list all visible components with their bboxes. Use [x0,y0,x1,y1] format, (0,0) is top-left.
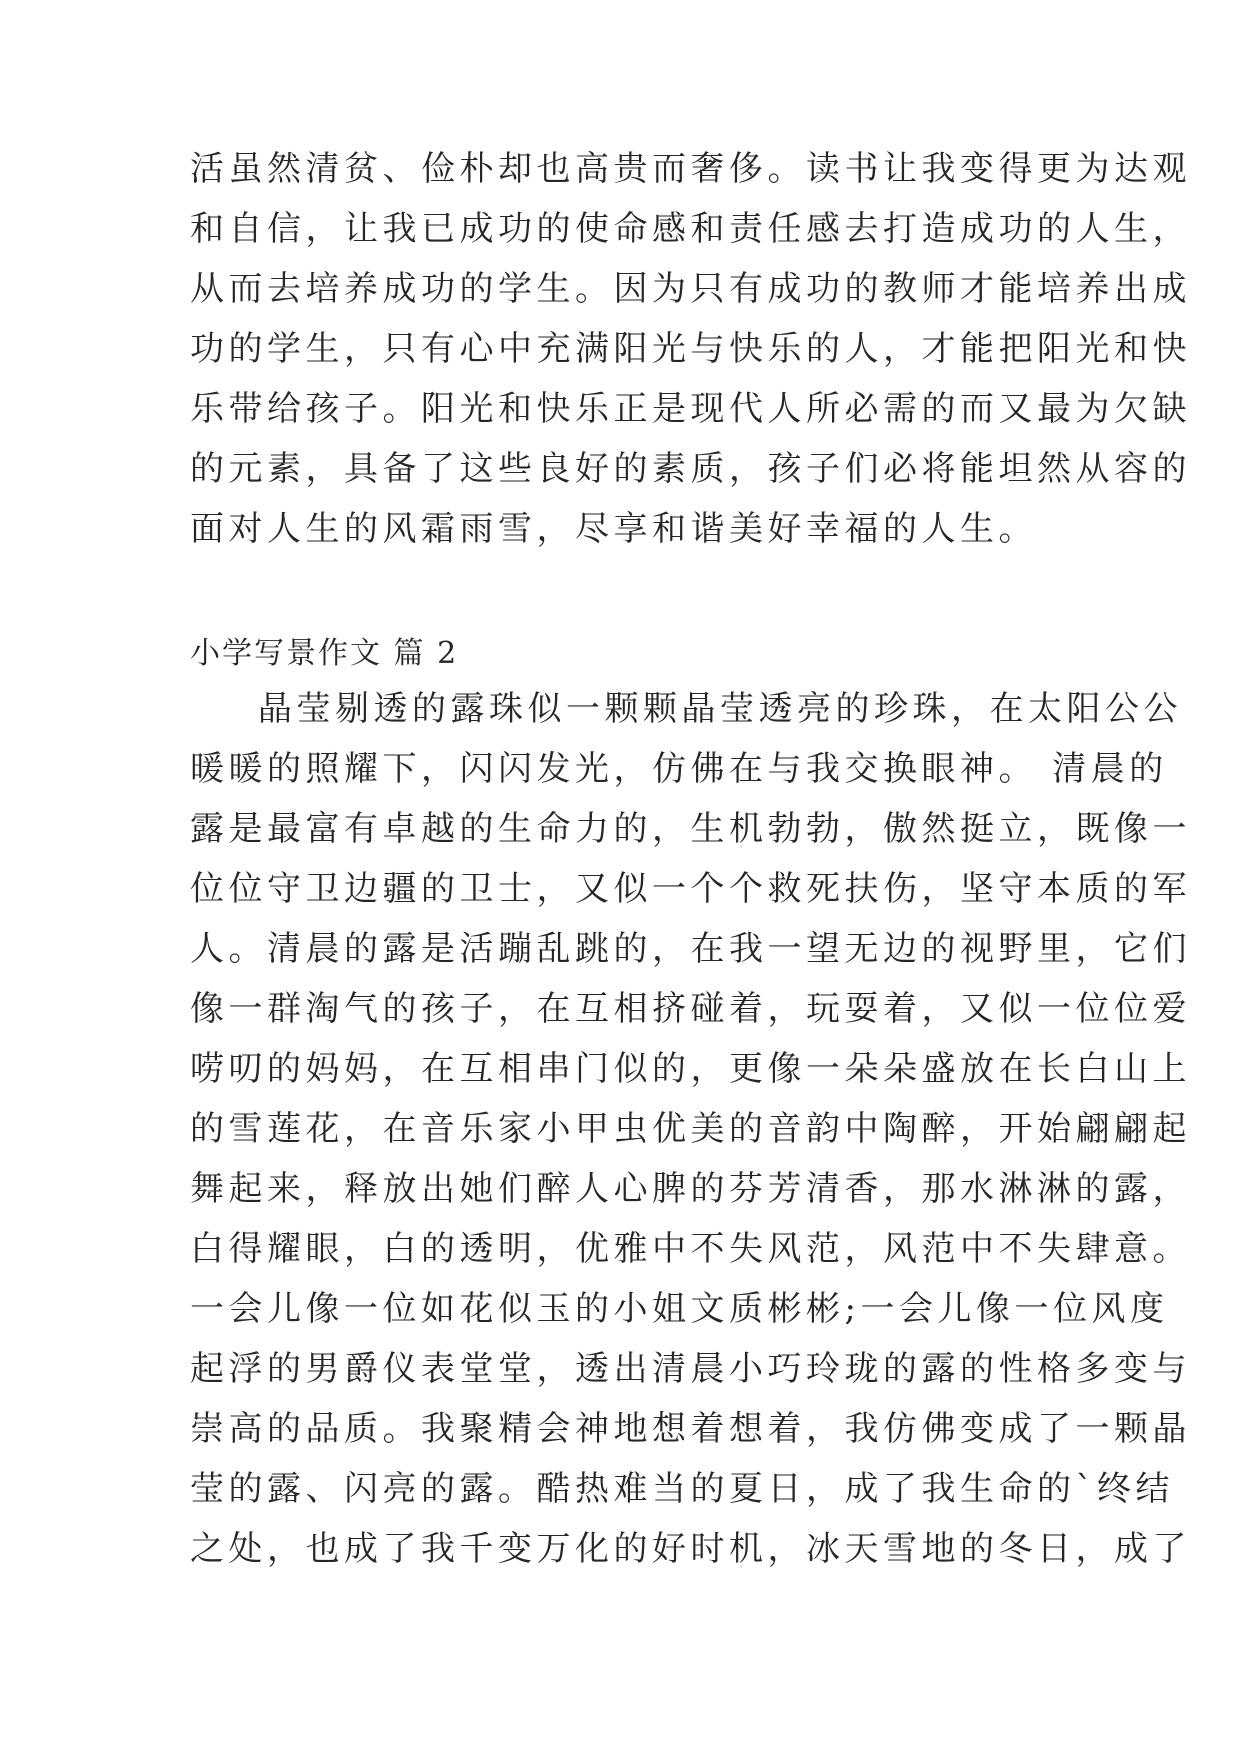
paragraph-line: 像一群淘气的孩子，在互相挤碰着，玩耍着，又似一位位爱 [190,989,1191,1029]
paragraph-line: 唠叨的妈妈，在互相串门似的，更像一朵朵盛放在长白山上 [190,1049,1191,1089]
section-heading: 小学写景作文 篇 2 [190,636,459,671]
paragraph-line: 从而去培养成功的学生。因为只有成功的教师才能培养出成 [190,269,1191,309]
paragraph-line: 乐带给孩子。阳光和快乐正是现代人所必需的而又最为欠缺 [190,389,1191,429]
paragraph-line: 露是最富有卓越的生命力的，生机勃勃，傲然挺立，既像一 [190,809,1191,849]
paragraph-line: 人。清晨的露是活蹦乱跳的，在我一望无边的视野里，它们 [190,929,1191,969]
paragraph-line: 的元素，具备了这些良好的素质，孩子们必将能坦然从容的 [190,449,1191,489]
paragraph-line: 舞起来，释放出她们醉人心脾的芬芳清香，那水淋淋的露， [190,1169,1191,1209]
paragraph-line: 白得耀眼，白的透明，优雅中不失风范，风范中不失肆意。 [190,1229,1191,1269]
paragraph-line: 一会儿像一位如花似玉的小姐文质彬彬;一会儿像一位风度 [190,1289,1169,1329]
paragraph-line: 的雪莲花，在音乐家小甲虫优美的音韵中陶醉，开始翩翩起 [190,1109,1191,1149]
paragraph-line: 莹的露、闪亮的露。酷热难当的夏日，成了我生命的`终结 [190,1469,1174,1509]
paragraph-line: 和自信，让我已成功的使命感和责任感去打造成功的人生， [190,209,1191,249]
paragraph-line: 位位守卫边疆的卫士，又似一个个救死扶伤，坚守本质的军 [190,869,1191,909]
paragraph-line: 之处，也成了我千变万化的好时机，冰天雪地的冬日，成了 [190,1529,1191,1569]
paragraph-line: 面对人生的风霜雨雪，尽享和谐美好幸福的人生。 [190,509,1037,549]
paragraph-line: 晶莹剔透的露珠似一颗颗晶莹透亮的珍珠，在太阳公公 [258,689,1182,729]
paragraph-line: 起浮的男爵仪表堂堂，透出清晨小巧玲珑的露的性格多变与 [190,1349,1191,1389]
paragraph-line: 活虽然清贫、俭朴却也高贵而奢侈。读书让我变得更为达观 [190,149,1191,189]
paragraph-line: 崇高的品质。我聚精会神地想着想着，我仿佛变成了一颗晶 [190,1409,1191,1449]
paragraph-line: 暖暖的照耀下，闪闪发光，仿佛在与我交换眼神。 清晨的 [190,749,1168,789]
paragraph-line: 功的学生，只有心中充满阳光与快乐的人，才能把阳光和快 [190,329,1191,369]
